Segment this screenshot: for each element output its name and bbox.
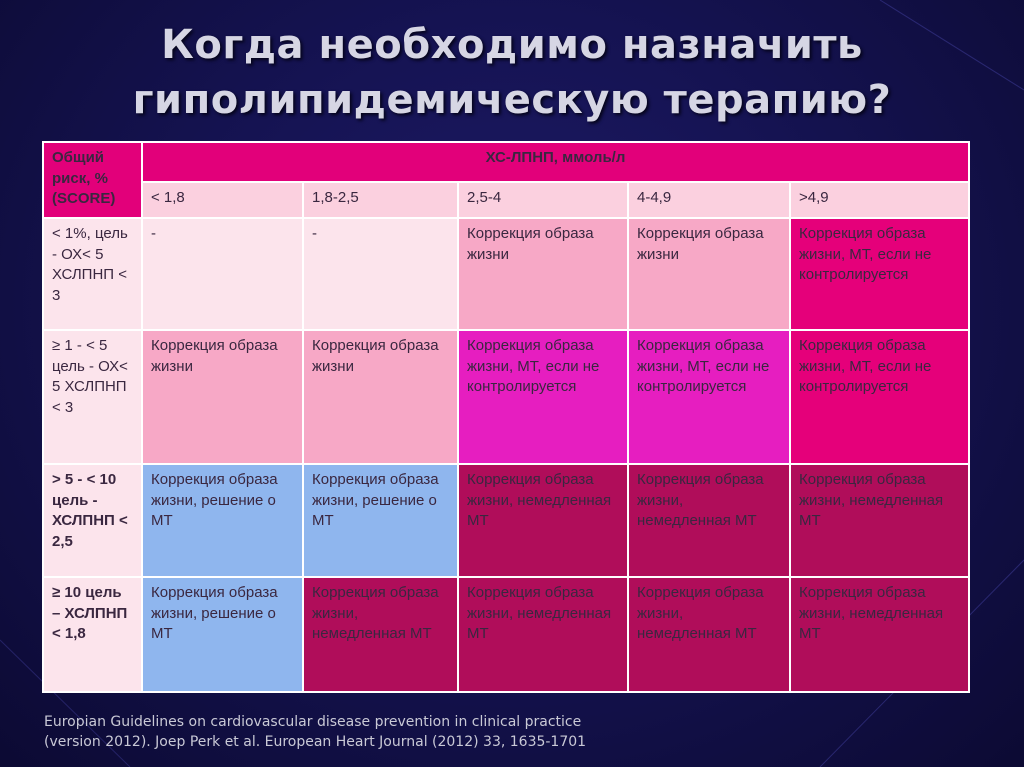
page-title-line2: гиполипидемическую терапию?	[132, 77, 892, 123]
citation-line-2: (version 2012). Joep Perk et al. European Heart Journal (2012) 33, 1635-1701	[44, 734, 587, 750]
table-cell: Коррекция образа жизни, немедленная МТ	[790, 577, 969, 692]
table-row	[43, 218, 969, 330]
table-cell: Коррекция образа жизни, решение о МТ	[142, 577, 303, 692]
table-row	[43, 464, 969, 577]
table-cell: Коррекция образа жизни, немедленная МТ	[458, 464, 628, 577]
table-cell: Коррекция образа жизни, МТ, если не контролируется	[790, 330, 969, 464]
table-header-row	[43, 142, 969, 182]
therapy-table	[42, 141, 970, 693]
citation-footer	[44, 712, 586, 752]
row-label-risk-2: ≥ 1 - < 5 цель - ОХ< 5 ХСЛПНП < 3	[43, 330, 142, 464]
page-title-line1: Когда необходимо назначить	[161, 22, 863, 68]
table-cell: Коррекция образа жизни, МТ, если не контролируется	[628, 330, 790, 464]
range-header-1: < 1,8	[142, 182, 303, 218]
table-cell: -	[142, 218, 303, 330]
table-cell: Коррекция образа жизни, МТ, если не контролируется	[458, 330, 628, 464]
table-cell: Коррекция образа жизни, немедленная МТ	[458, 577, 628, 692]
citation-line-1: Europian Guidelines on cardiovascular disease prevention in clinical practice	[44, 714, 582, 730]
risk-column-header: Общий риск, % (SCORE)	[43, 142, 142, 218]
ldl-header: ХС-ЛПНП, ммоль/л	[142, 142, 969, 182]
table-cell: Коррекция образа жизни	[628, 218, 790, 330]
table-cell: Коррекция образа жизни, МТ, если не контролируется	[790, 218, 969, 330]
range-header-row	[43, 182, 969, 218]
table-cell: Коррекция образа жизни	[303, 330, 458, 464]
table-cell: Коррекция образа жизни, решение о МТ	[142, 464, 303, 577]
row-label-risk-4: ≥ 10 цель – ХСЛПНП < 1,8	[43, 577, 142, 692]
table-cell: Коррекция образа жизни, немедленная МТ	[303, 577, 458, 692]
table-cell: Коррекция образа жизни, немедленная МТ	[628, 464, 790, 577]
table-cell: Коррекция образа жизни, немедленная МТ	[628, 577, 790, 692]
row-label-risk-1: < 1%, цель - ОХ< 5 ХСЛПНП < 3	[43, 218, 142, 330]
page-title	[0, 18, 1024, 128]
row-label-risk-3: > 5 - < 10 цель - ХСЛПНП < 2,5	[43, 464, 142, 577]
table-cell: Коррекция образа жизни, немедленная МТ	[790, 464, 969, 577]
range-header-3: 2,5-4	[458, 182, 628, 218]
table-row	[43, 577, 969, 692]
table-cell: Коррекция образа жизни	[142, 330, 303, 464]
table-cell: Коррекция образа жизни	[458, 218, 628, 330]
range-header-5: >4,9	[790, 182, 969, 218]
table-cell: -	[303, 218, 458, 330]
table-cell: Коррекция образа жизни, решение о МТ	[303, 464, 458, 577]
range-header-4: 4-4,9	[628, 182, 790, 218]
table-row	[43, 330, 969, 464]
range-header-2: 1,8-2,5	[303, 182, 458, 218]
